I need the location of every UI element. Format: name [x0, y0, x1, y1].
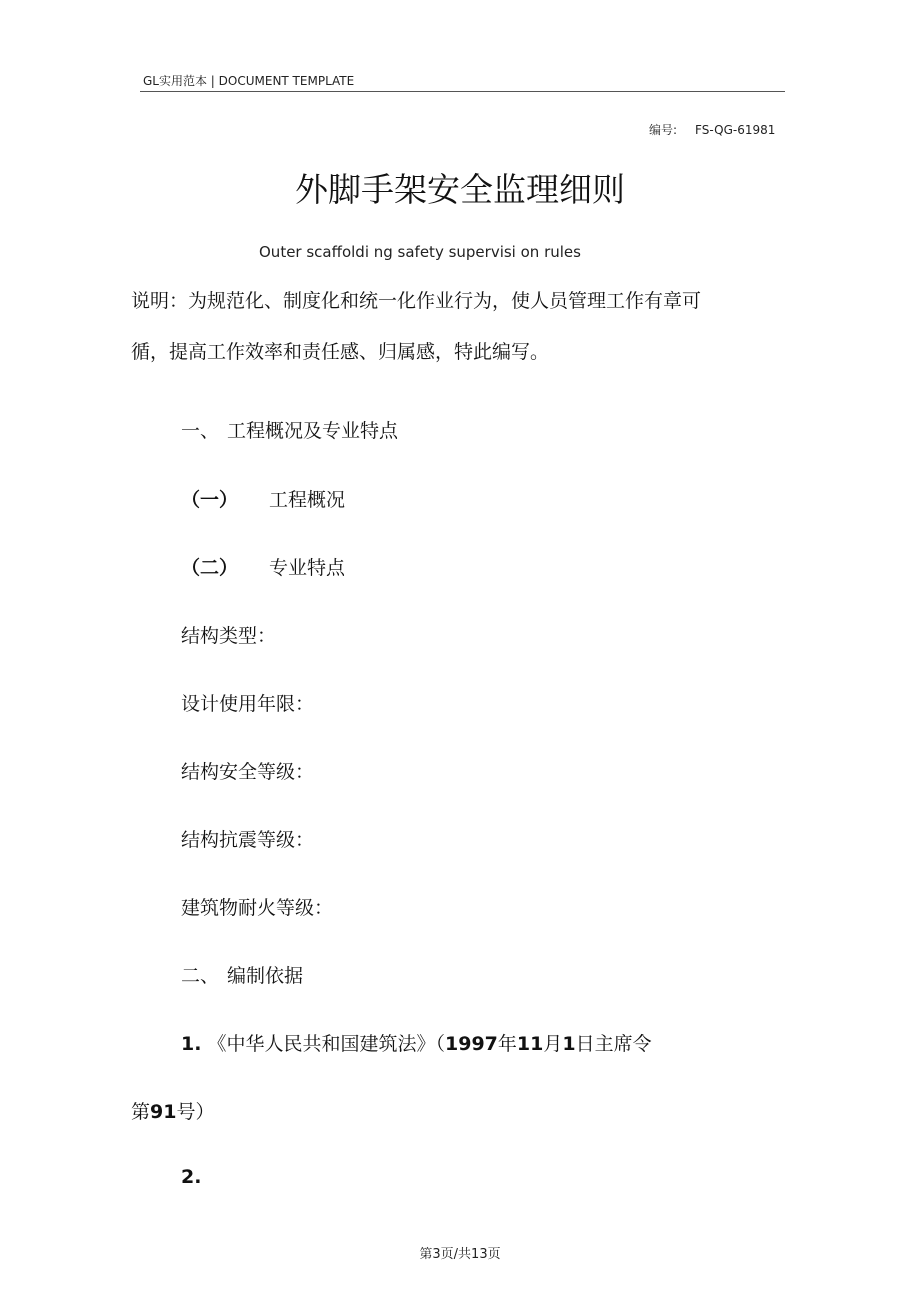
section-1-heading — [181, 416, 398, 443]
field-seismic-level: 结构抗震等级： — [181, 829, 315, 851]
subsection-1-title: 工程概况 — [269, 489, 346, 511]
reference-1-month: 11 — [516, 1033, 544, 1055]
reference-1-text-c: 月 — [543, 1033, 563, 1055]
reference-1-order-number: 91 — [150, 1101, 177, 1123]
document-number-label: 编号: — [649, 123, 678, 137]
section-2-heading — [181, 961, 303, 988]
template-label: GL实用范本 | DOCUMENT TEMPLATE — [143, 74, 355, 88]
reference-1-day: 1 — [562, 1033, 576, 1055]
reference-1-text-b: 年 — [497, 1033, 517, 1055]
subsection-1-heading — [181, 485, 238, 512]
reference-1-year: 1997 — [445, 1033, 498, 1055]
document-number-value: FS-QG-61981 — [695, 123, 776, 137]
document-number — [649, 121, 775, 138]
section-1-title: 工程概况及专业特点 — [227, 420, 399, 442]
reference-2-number: 2. — [181, 1166, 202, 1188]
field-design-life: 设计使用年限： — [181, 693, 315, 715]
header-divider — [140, 91, 785, 92]
page-footer: 第3页/共13页 — [419, 1247, 501, 1262]
reference-1-line-2 — [131, 1097, 214, 1124]
subsection-2-number: （二） — [181, 557, 239, 579]
section-2-title: 编制依据 — [227, 965, 304, 987]
subsection-2-title: 专业特点 — [269, 557, 346, 579]
reference-1-number: 1. — [181, 1033, 202, 1055]
reference-1-line-1 — [181, 1029, 652, 1056]
reference-1-line-2-a: 第 — [131, 1101, 151, 1123]
document-subtitle: Outer scaffoldi ng safety supervisi on rules — [259, 243, 581, 261]
description-line-1: 说明：为规范化、制度化和统一化作业行为，使人员管理工作有章可 — [131, 290, 702, 312]
reference-1-line-2-b: 号） — [176, 1101, 215, 1123]
subsection-2-heading — [181, 553, 238, 580]
field-safety-level: 结构安全等级： — [181, 761, 315, 783]
subsection-1-number: （一） — [181, 489, 239, 511]
field-fire-rating: 建筑物耐火等级： — [181, 897, 334, 919]
section-1-number: 一、 — [181, 420, 220, 442]
reference-1-text-a: 《中华人民共和国建筑法》（ — [207, 1033, 446, 1055]
description-line-2: 循，提高工作效率和责任感、归属感，特此编写。 — [131, 341, 550, 363]
section-2-number: 二、 — [181, 965, 220, 987]
document-title: 外脚手架安全监理细则 — [295, 170, 625, 209]
reference-1-text-d: 日主席令 — [575, 1033, 652, 1055]
field-structure-type: 结构类型： — [181, 625, 277, 647]
